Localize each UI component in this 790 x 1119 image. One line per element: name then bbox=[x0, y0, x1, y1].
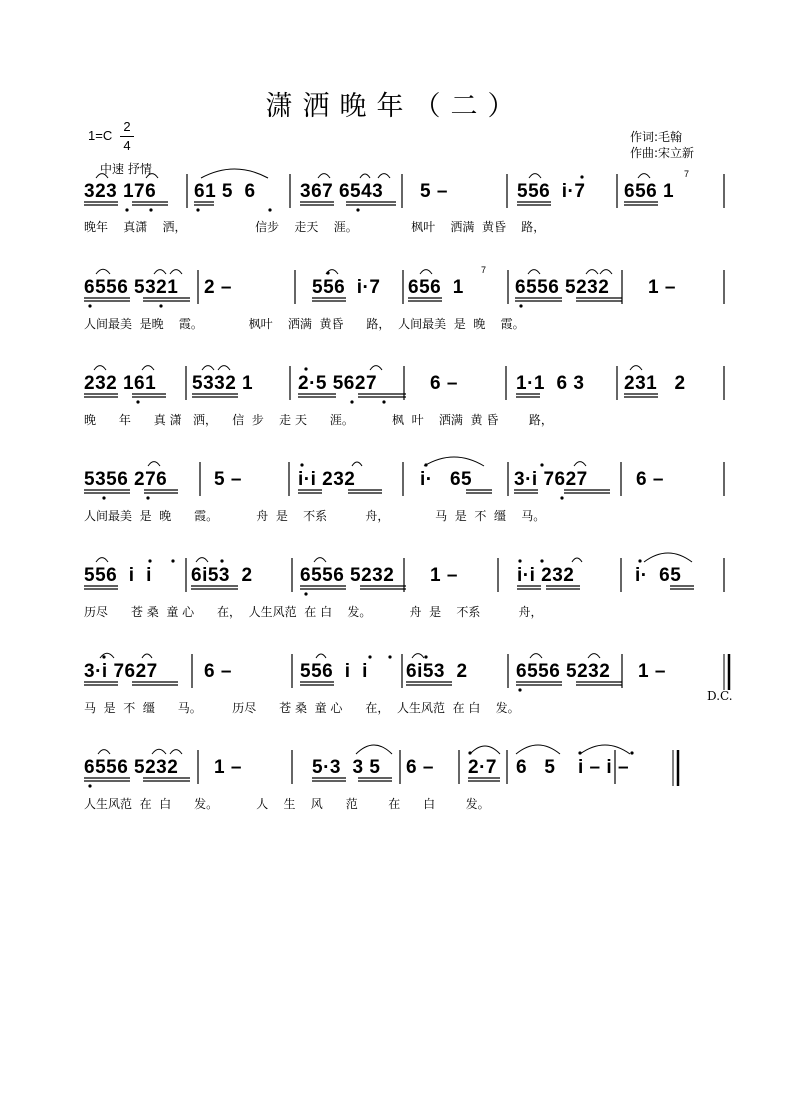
slur-arc bbox=[352, 462, 362, 466]
slur-arc bbox=[326, 270, 338, 274]
measure-notes: 556 i i bbox=[300, 661, 368, 682]
octave-dot bbox=[518, 688, 521, 691]
time-signature-bottom: 4 bbox=[123, 138, 131, 153]
slur-arc bbox=[142, 366, 154, 370]
slur-arc bbox=[100, 653, 114, 658]
lyric-line: 历尽 苍 桑 童 心 在， 人生风范 在 白 发。 舟 是 不系 舟， bbox=[84, 605, 543, 619]
measure-notes: 1·1 6 3 bbox=[516, 373, 585, 394]
octave-dot bbox=[88, 784, 91, 787]
measure-notes: 6i53 2 bbox=[191, 565, 253, 586]
measure-notes: i· 65 bbox=[420, 469, 473, 490]
slur-arc bbox=[516, 745, 560, 754]
octave-dot bbox=[196, 208, 199, 211]
measure-notes: 232 161 bbox=[84, 373, 157, 394]
measure-notes: 6556 5232 bbox=[300, 565, 395, 586]
slur-arc bbox=[470, 746, 500, 754]
slur-arc bbox=[94, 366, 106, 370]
octave-dot bbox=[136, 400, 139, 403]
octave-dot bbox=[540, 559, 543, 562]
slur-arc bbox=[154, 270, 166, 274]
key-signature: 1=C bbox=[88, 128, 113, 143]
measure-notes: 6556 5232 bbox=[516, 661, 611, 682]
measure-notes: 3·i 7627 bbox=[514, 469, 588, 490]
octave-dot bbox=[468, 751, 471, 754]
measure-notes: 61 5 6 bbox=[194, 181, 256, 202]
grace-note: 7 bbox=[684, 169, 690, 179]
octave-dot bbox=[125, 208, 128, 211]
octave-dot bbox=[560, 496, 563, 499]
lyric-line: 人间最美 是晚 霞。 枫叶 洒满 黄昏 路， 人间最美 是 晚 霞。 bbox=[84, 317, 525, 331]
octave-dot bbox=[171, 559, 174, 562]
slur-arc bbox=[196, 558, 208, 562]
slur-arc bbox=[630, 366, 642, 370]
measure-notes: 6556 5232 bbox=[84, 757, 179, 778]
octave-dot bbox=[356, 208, 359, 211]
measure-notes: 656 1 bbox=[624, 181, 675, 202]
time-signature-top: 2 bbox=[123, 119, 131, 134]
slur-arc bbox=[528, 270, 540, 274]
measure-notes: 5 – bbox=[214, 469, 242, 490]
slur-arc bbox=[316, 654, 326, 658]
measure-notes: i· 65 bbox=[635, 565, 682, 586]
octave-dot bbox=[519, 304, 522, 307]
slur-arc bbox=[638, 174, 650, 178]
measure-notes: 6556 5321 bbox=[84, 277, 179, 298]
final-barline bbox=[673, 654, 729, 786]
octave-dot bbox=[350, 400, 353, 403]
measure-notes: 5356 276 bbox=[84, 469, 168, 490]
slur-arc bbox=[644, 553, 692, 562]
measure-notes: i – i – bbox=[578, 757, 630, 778]
measure-notes: i·i 232 bbox=[517, 565, 575, 586]
octave-dot bbox=[148, 559, 151, 562]
grace-note: 7 bbox=[481, 265, 487, 275]
octave-dot bbox=[268, 208, 271, 211]
octave-dot bbox=[326, 271, 329, 274]
measure-notes: 1 – bbox=[430, 565, 458, 586]
slur-arc bbox=[356, 745, 392, 754]
time-signature bbox=[120, 120, 134, 153]
song-title: 潇洒晚年（二） bbox=[265, 91, 525, 122]
octave-dot bbox=[102, 496, 105, 499]
measure-notes: 3·i 7627 bbox=[84, 661, 158, 682]
measure-notes: 6556 5232 bbox=[515, 277, 610, 298]
slur-arc bbox=[142, 654, 152, 658]
slur-arc bbox=[600, 270, 612, 274]
measure-notes: 1 – bbox=[648, 277, 676, 298]
measure-notes: 656 1 bbox=[408, 277, 464, 298]
measure-notes: 1 – bbox=[214, 757, 242, 778]
measure-notes: 556 i·7 bbox=[312, 277, 381, 298]
octave-dot bbox=[149, 208, 152, 211]
slur-arc bbox=[170, 270, 182, 274]
octave-dot bbox=[630, 751, 633, 754]
slur-arc bbox=[152, 749, 166, 754]
lyric-line: 人生风范 在 白 发。 人 生 风 范 在 白 发。 bbox=[84, 797, 490, 811]
measure-notes: 5332 1 bbox=[192, 373, 254, 394]
measure-notes: 2·7 bbox=[468, 757, 497, 778]
measure-notes: 6i53 2 bbox=[406, 661, 468, 682]
slur-arc bbox=[586, 270, 598, 274]
lyric-line: 马 是 不 缰 马。 历尽 苍 桑 童 心 在， 人生风范 在 白 发。 bbox=[84, 701, 520, 715]
octave-dot bbox=[424, 463, 427, 466]
measure-notes: 556 i i bbox=[84, 565, 152, 586]
measure-notes: 367 6543 bbox=[300, 181, 384, 202]
measure-notes: 6 5 bbox=[516, 757, 556, 778]
octave-dot bbox=[304, 367, 307, 370]
octave-dot bbox=[388, 655, 391, 658]
composer-credit: 作曲:宋立新 bbox=[630, 146, 695, 160]
measure-notes: 5·3 3 5 bbox=[312, 757, 381, 778]
slur-arc bbox=[318, 174, 330, 178]
slur-arc bbox=[201, 169, 268, 178]
octave-dot bbox=[382, 400, 385, 403]
slur-arc bbox=[370, 366, 382, 370]
octave-dot bbox=[102, 655, 105, 658]
octave-dot bbox=[88, 304, 91, 307]
measure-notes: 2·5 5627 bbox=[298, 373, 378, 394]
octave-dot bbox=[580, 175, 583, 178]
slur-arc bbox=[98, 750, 110, 754]
octave-dot bbox=[518, 559, 521, 562]
da-capo-mark: D.C. bbox=[707, 689, 733, 703]
measure-notes: 1 – bbox=[638, 661, 666, 682]
slur-arc bbox=[574, 462, 586, 466]
slur-arc bbox=[202, 366, 214, 370]
measure-notes: 6 – bbox=[204, 661, 232, 682]
octave-dot bbox=[304, 592, 307, 595]
octave-dot bbox=[220, 559, 223, 562]
octave-dot bbox=[368, 655, 371, 658]
slur-arc bbox=[170, 750, 182, 754]
octave-dot bbox=[578, 751, 581, 754]
slur-arc bbox=[572, 558, 582, 562]
slur-arc bbox=[96, 269, 110, 274]
octave-dot bbox=[146, 496, 149, 499]
time-signature-bar bbox=[120, 136, 134, 137]
measure-notes: 5 – bbox=[420, 181, 448, 202]
measure-notes: 231 2 bbox=[624, 373, 686, 394]
slur-arc bbox=[218, 366, 230, 370]
tempo-marking: 中速 抒情 bbox=[100, 162, 152, 176]
lyric-line: 晚年 真潇 洒， 信步 走天 涯。 枫叶 洒满 黄昏 路， bbox=[84, 220, 546, 234]
lyric-line: 人间最美 是 晚 霞。 舟 是 不系 舟， 马 是 不 缰 马。 bbox=[84, 509, 546, 523]
slur-arc bbox=[580, 745, 630, 754]
slur-arc bbox=[378, 174, 390, 178]
octave-dot bbox=[638, 559, 641, 562]
octave-dot bbox=[540, 463, 543, 466]
slur-arc bbox=[412, 654, 424, 658]
slur-arc bbox=[588, 654, 600, 658]
slur-arc bbox=[96, 558, 108, 562]
measure-notes: 6 – bbox=[430, 373, 458, 394]
measure-notes: i·i 232 bbox=[298, 469, 356, 490]
measure-notes: 6 – bbox=[406, 757, 434, 778]
measure-notes: 556 i·7 bbox=[517, 181, 586, 202]
slur-arc bbox=[424, 457, 484, 466]
slur-arc bbox=[420, 270, 432, 274]
slur-arc bbox=[529, 174, 541, 178]
octave-dot bbox=[424, 655, 427, 658]
slur-arc bbox=[360, 174, 370, 178]
lyricist-credit: 作词:毛翰 bbox=[630, 130, 683, 144]
slur-arc bbox=[314, 558, 326, 562]
measure-notes: 2 – bbox=[204, 277, 232, 298]
octave-dot bbox=[159, 304, 162, 307]
lyric-line: 晚 年 真 潇 洒， 信 步 走 天 涯。 枫 叶 洒满 黄 昏 路， bbox=[84, 413, 553, 427]
slur-arc bbox=[148, 462, 160, 466]
slur-arc bbox=[530, 654, 542, 658]
octave-dot bbox=[300, 463, 303, 466]
measure-notes: 6 – bbox=[636, 469, 664, 490]
measure-notes: 323 176 bbox=[84, 181, 157, 202]
